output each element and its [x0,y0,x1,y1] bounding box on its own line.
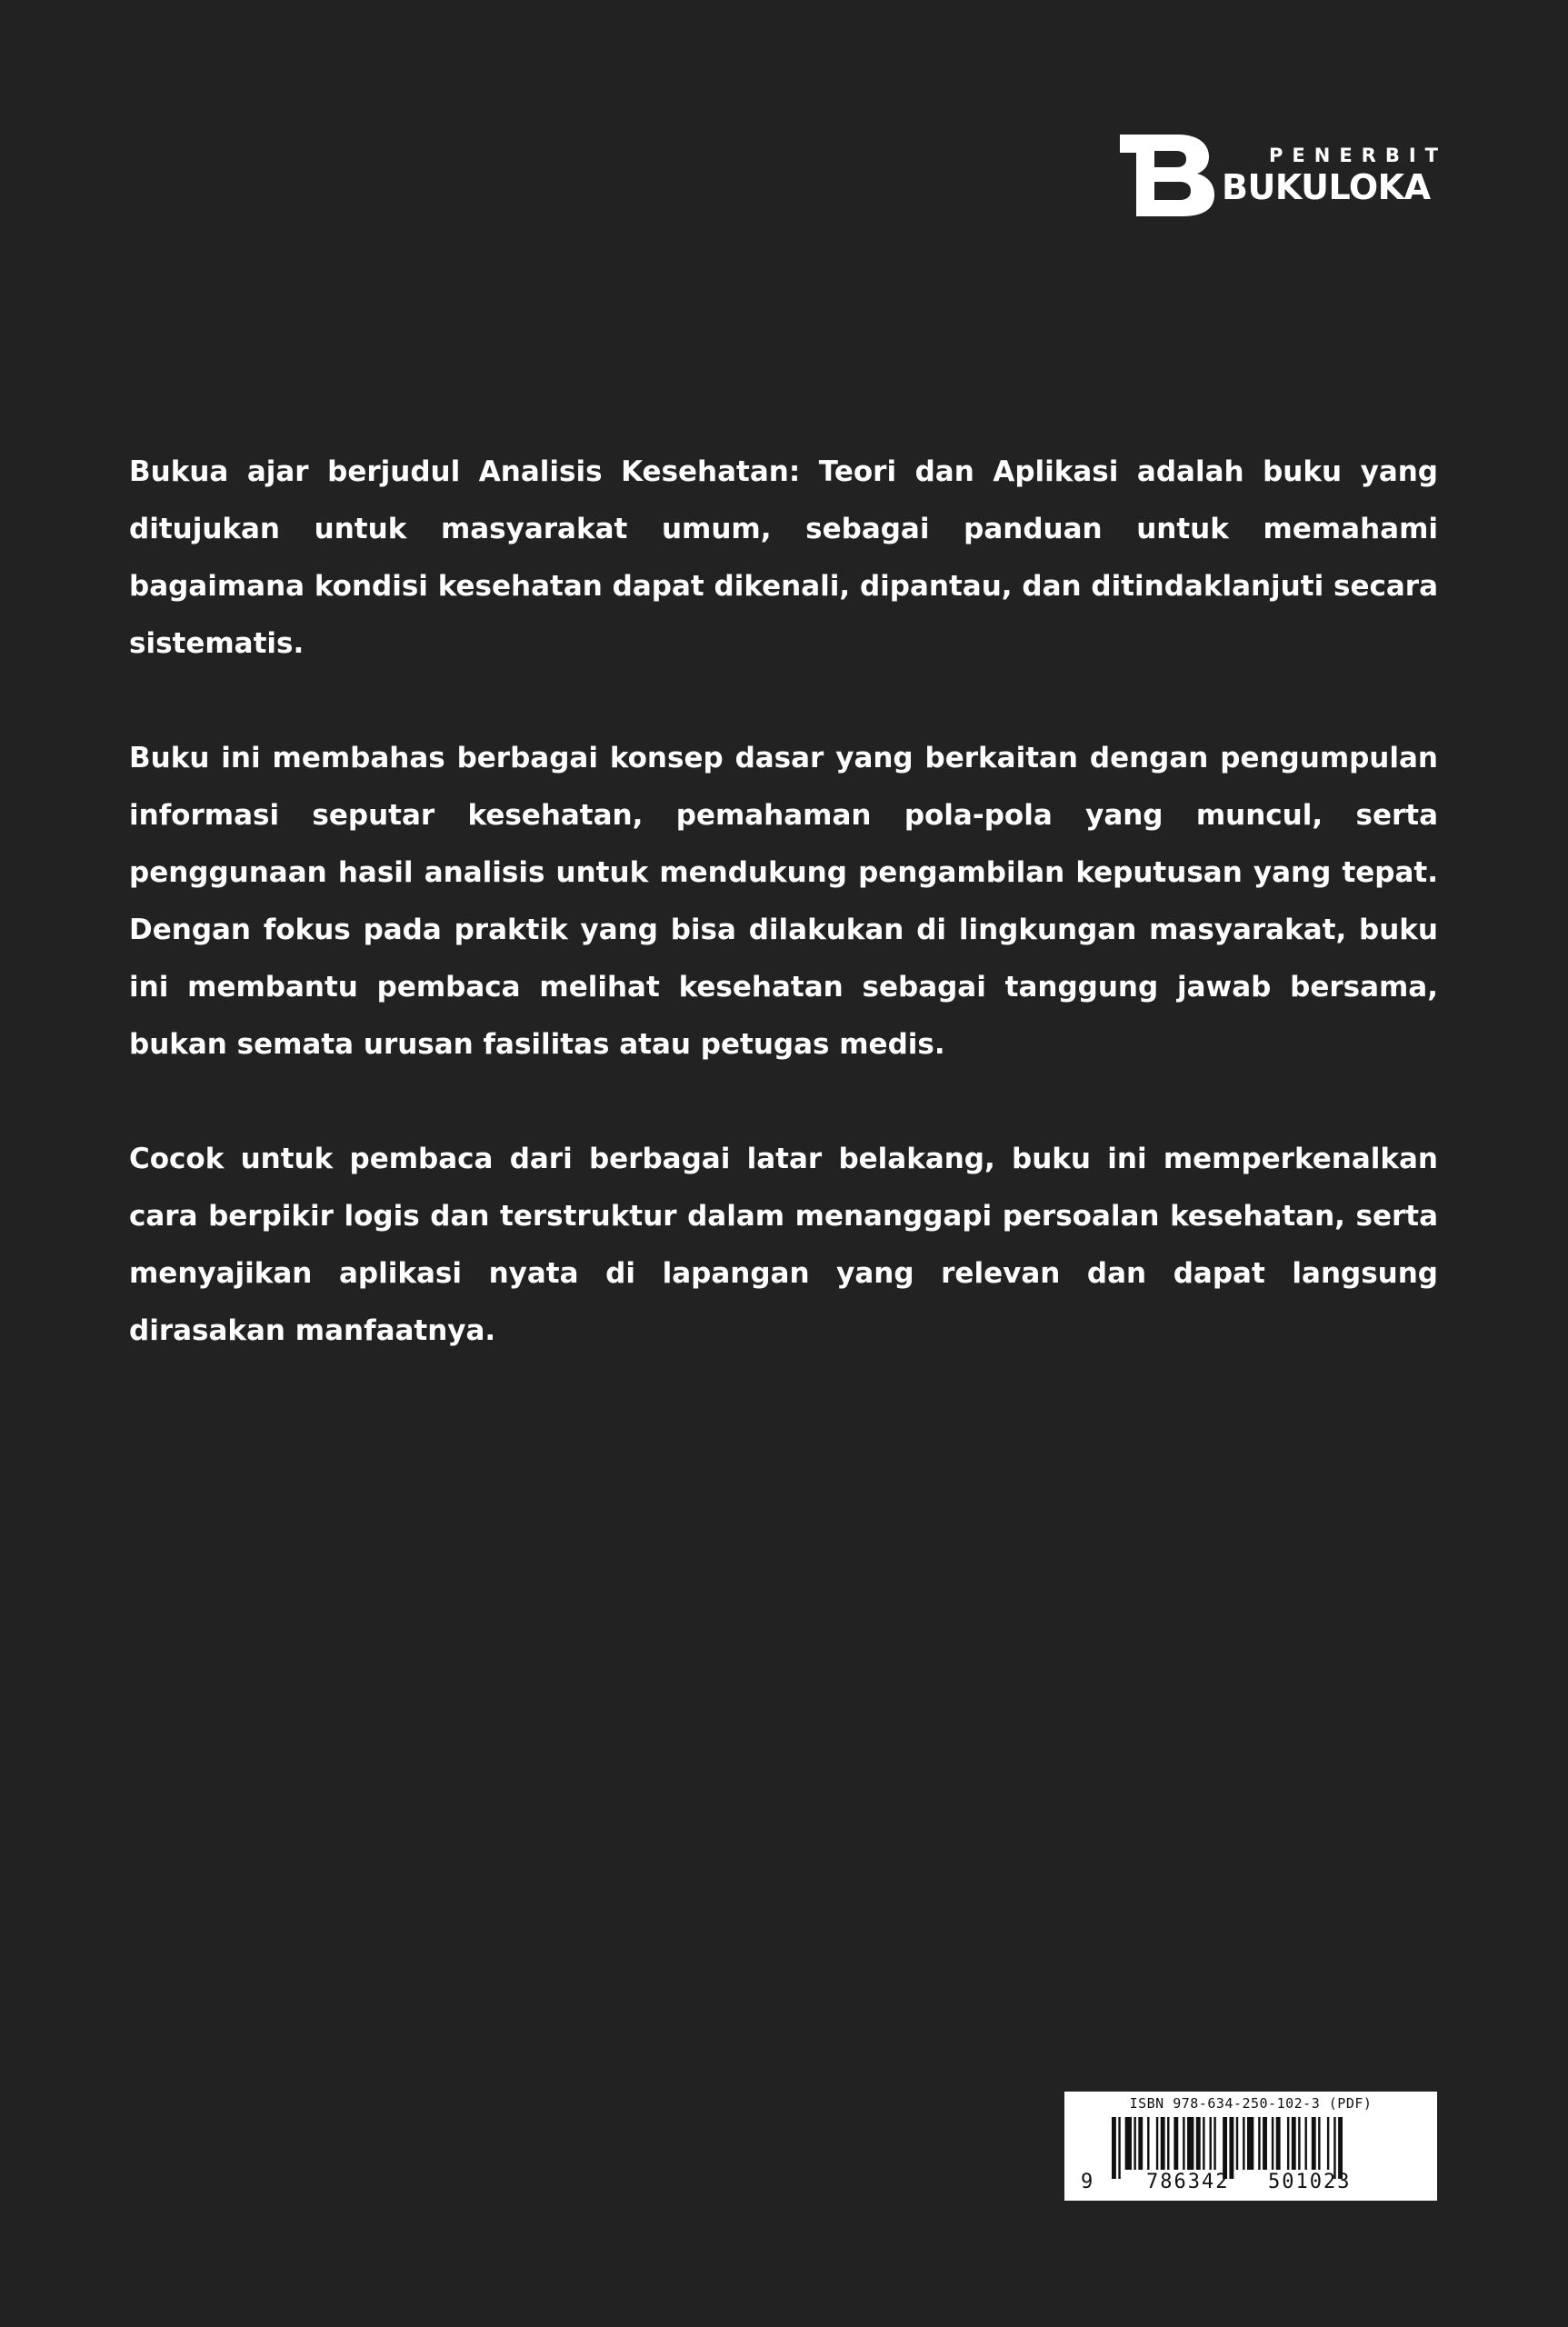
publisher-label: PENERBIT [1269,145,1447,166]
blurb-paragraph-1: Bukua ajar berjudul Analisis Kesehatan: Teori dan Aplikasi adalah buku yang ditujukan untuk masyarakat umum, sebagai panduan untuk memahami bagaimana kondisi kesehatan dapat dikenali, dipantau, dan ditindaklanjuti secara sistematis. [129,455,1438,660]
publisher-name: BUKULOKA [1222,167,1431,207]
publisher-logo [1120,135,1447,216]
isbn-label: ISBN 978-634-250-102-3 (PDF) [1129,2095,1373,2112]
barcode-right-digits: 501023 [1268,2171,1352,2193]
barcode-left-digits: 786342 [1146,2171,1230,2193]
publisher-text [1222,144,1447,207]
blurb-paragraph-2: Buku ini membahas berbagai konsep dasar yang berkaitan dengan pengumpulan informasi seputar kesehatan, pemahaman pola-pola yang muncul, serta penggunaan hasil analisis untuk mendukung pengambilan keputusan yang tepat. Dengan fokus pada praktik yang bisa dilakukan di lingkungan masyarakat, buku ini membantu pembaca melihat kesehatan sebagai tanggung jawab bersama, bukan semata urusan fasilitas atau petugas medis. [129,742,1438,1061]
barcode-bars-icon [1112,2117,1343,2179]
barcode-first-digit: 9 [1081,2171,1094,2193]
blurb-paragraph-3: Cocok untuk pembaca dari berbagai latar belakang, buku ini memperkenalkan cara berpikir logis dan terstruktur dalam menanggapi persoalan kesehatan, serta menyajikan aplikasi nyata di lapangan yang relevan dan dapat langsung dirasakan manfaatnya. [129,1143,1438,1347]
book-blurb [129,444,1438,1417]
isbn-barcode [1064,2092,1437,2201]
bukuloka-b-logo-icon [1120,135,1214,216]
